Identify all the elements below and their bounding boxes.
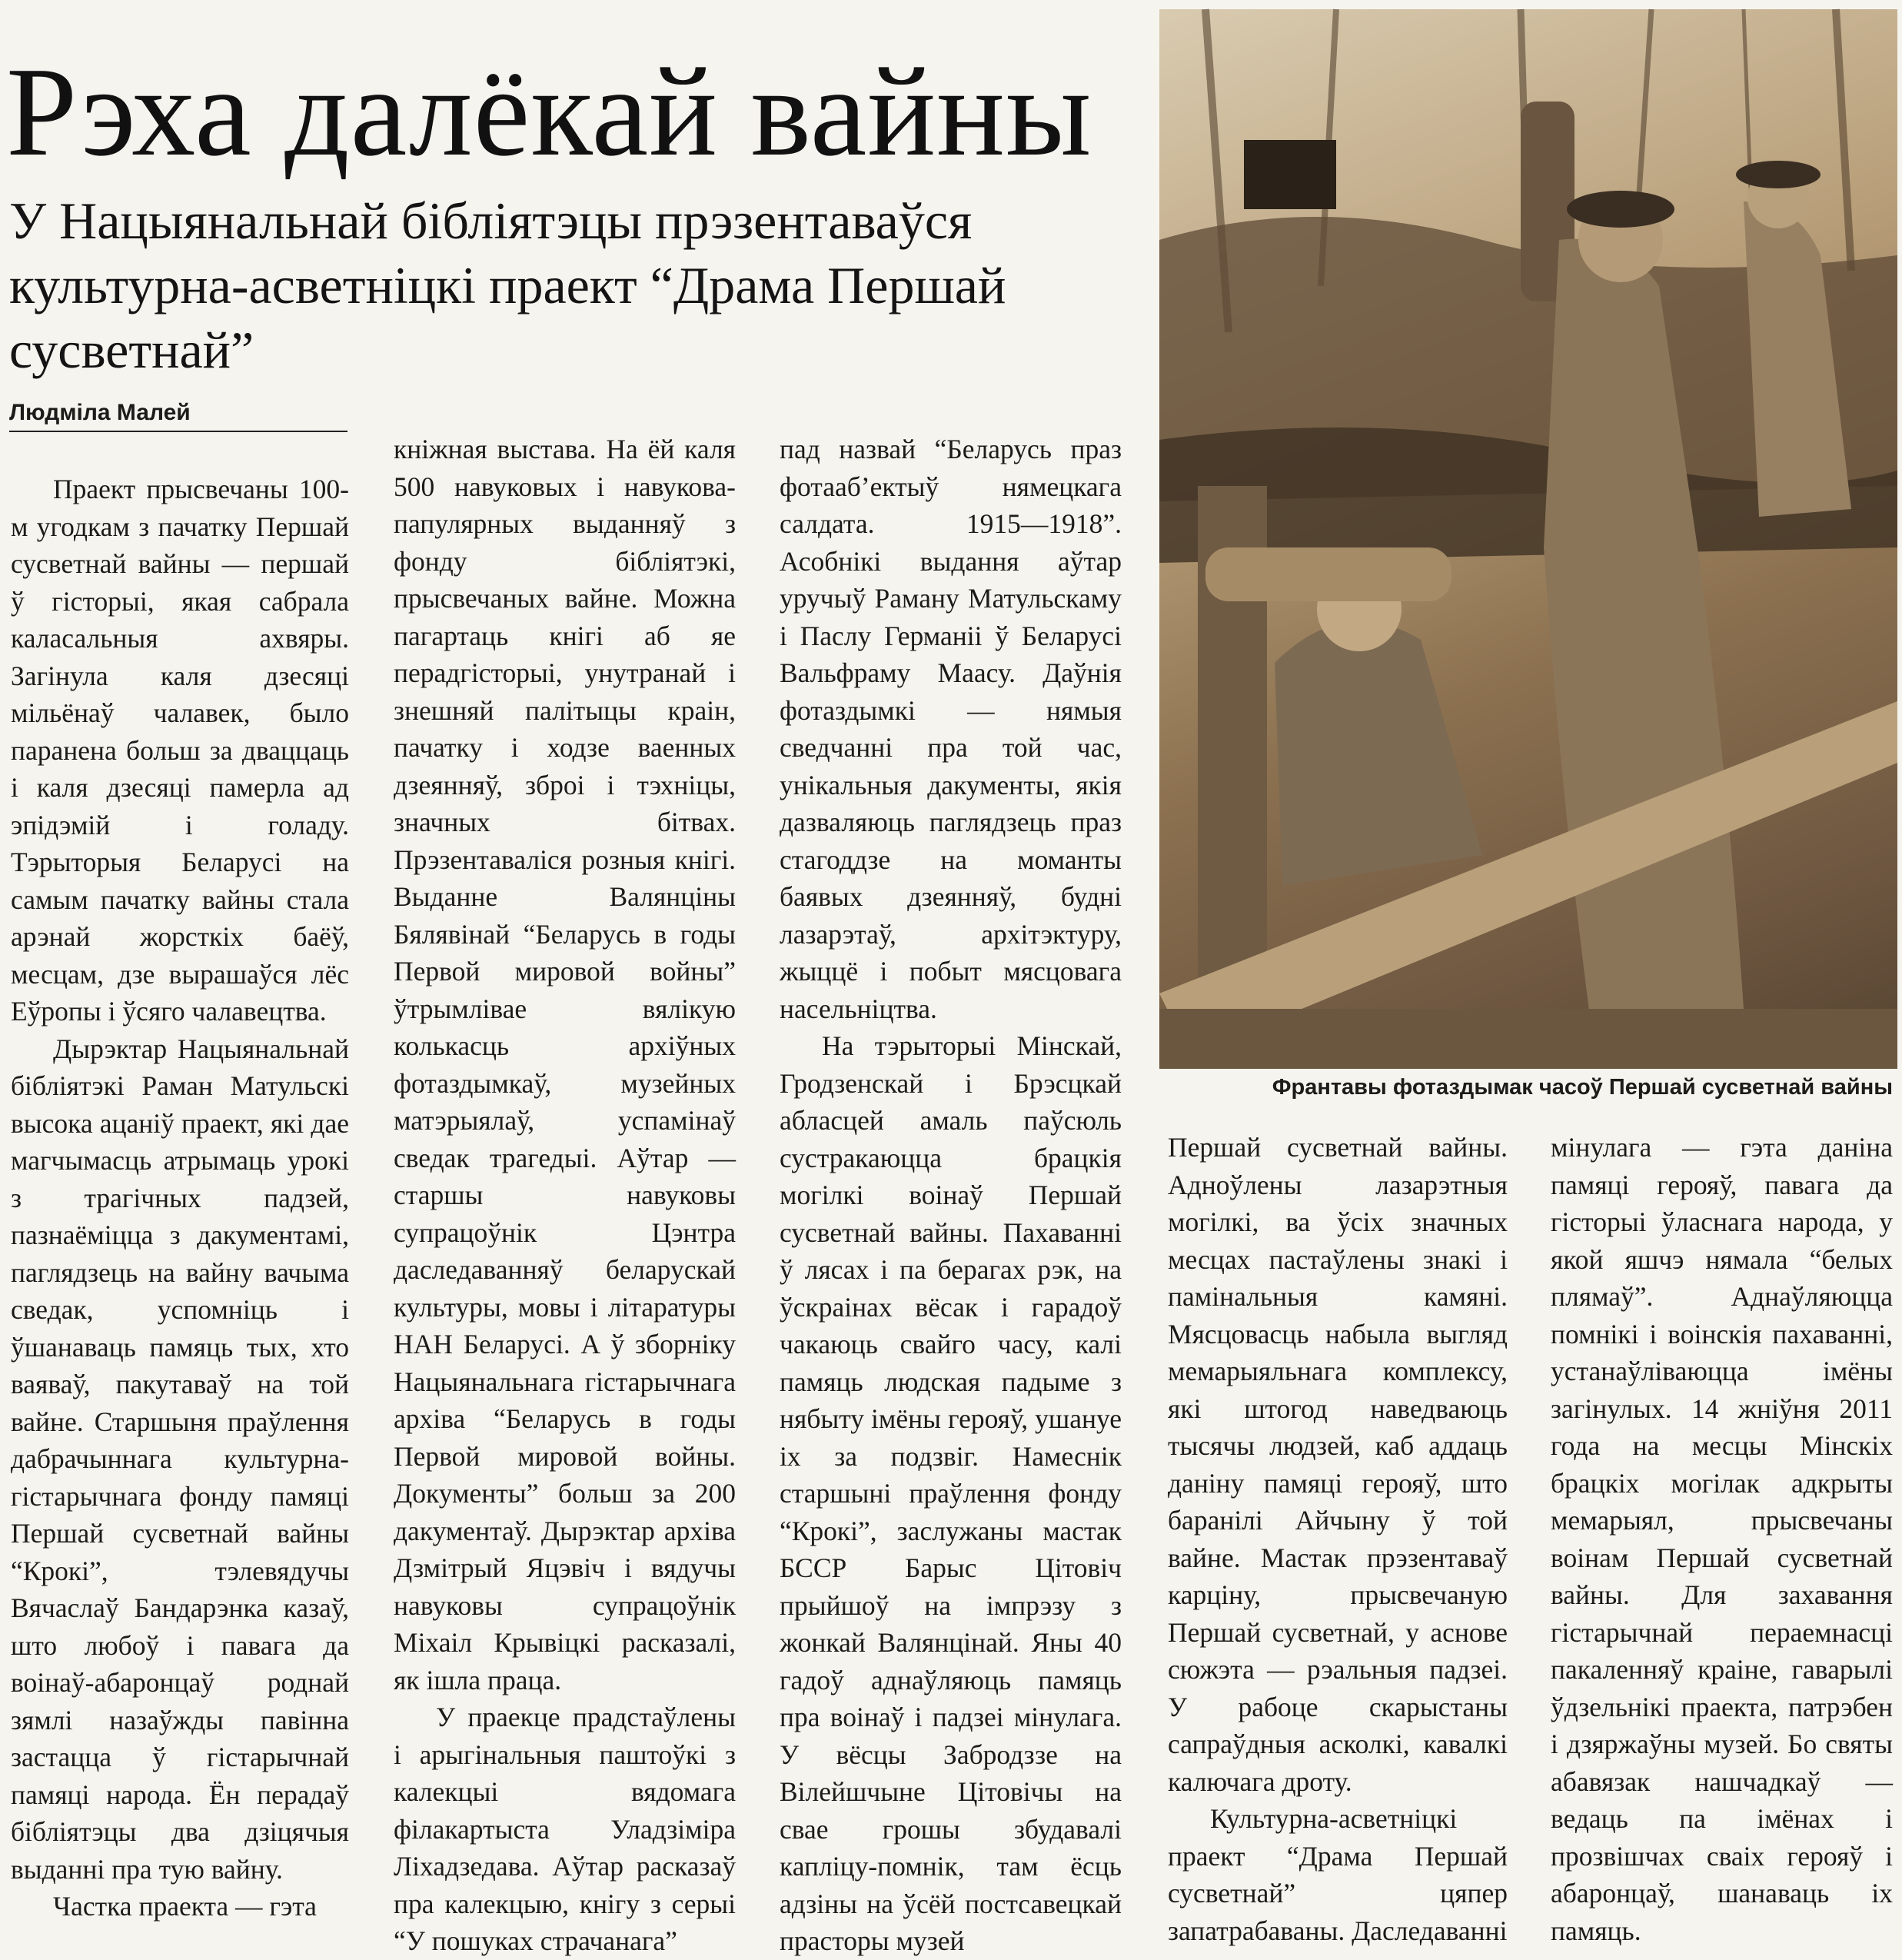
article-headline: Рэха далёкай вайны bbox=[6, 41, 1092, 182]
paragraph: Частка праекта — гэта bbox=[53, 1891, 317, 1922]
paragraph: У праекце прадстаўлены і арыгінальныя паштоўкі з калекцыі вядомага філакартыста Уладзіміра Ліхадзедава. Аўтар расказаў пра калекцыю, кнігу з серыі “У пошуках страчанага” bbox=[394, 1702, 736, 1956]
text-column-1 bbox=[11, 471, 349, 1940]
paragraph: мінулага — гэта даніна памяці герояў, павага да гісторыі ўласнага народа, у якой яшчэ нямала “белых плямаў”. Аднаўляюцца помнікі і воінскія пахаванні, устанаўліваюцца імёны загінулых. 14 жніўня 2011 года на месцы Мінскіх брацкіх могілак адкрыты мемарыял, прысвечаны воінам Першай сусветнай вайны. Для захавання гістарычнай пераемнасці пакаленняў краіне, гаварылі ўдзельнікі праекта, патрэбен і дзяржаўны музей. Бо святы абавязак нашчадкаў — ведаць па імёнах і прозвішчах сваіх герояў і абаронцаў, шанаваць іх памяць. bbox=[1551, 1132, 1893, 1946]
paragraph: кніжная выстава. На ёй каля 500 навуковых і навукова-папулярных выданняў з фонду бібліятэкі, прысвечаных вайне. Можна пагартаць кнігі аб яе перадгісторыі, унутранай і знешняй палітыцы краін, пачатку і ходзе ваенных дзеянняў, зброі і тэхніцы, значных бітвах. Прэзентаваліся розныя кнігі. Выданне Валянціны Бялявінай “Беларусь в годы Первой мировой войны” ўтрымлівае вялікую колькасць архіўных фотаздымкаў, музейных матэрыялаў, успамінаў сведак трагедыі. Аўтар — старшы навуковы супрацоўнік Цэнтра даследаванняў беларускай культуры, мовы і літаратуры НАН Беларусі. А ў зборніку Нацыянальнага гістарычнага архіва “Беларусь в годы Первой мировой войны. Документы” больш за 200 дакументаў. Дырэктар архіва Дзмітрый Яцэвіч і вядучы навуковы супрацоўнік Міхаіл Крывіцкі расказалі, як ішла праца. bbox=[394, 434, 736, 1695]
text-column-4 bbox=[1168, 1129, 1508, 1946]
paragraph: пад назвай “Беларусь праз фотааб’ектыў нямецкага салдата. 1915—1918”. Асобнікі выдання аўтар уручыў Раману Матульскаму і Паслу Германіі ў Беларусі Вальфраму Маасу. Даўнія фотаздымкі — нямыя сведчанні пра той час, унікальныя дакументы, якія дазваляюць паглядзець праз стагоддзе на моманты баявых дзеянняў, будні лазарэтаў, архітэктуру, жыццё і побыт мясцовага насельніцтва. bbox=[780, 434, 1122, 1024]
war-photo bbox=[1159, 9, 1897, 1069]
text-column-2 bbox=[394, 431, 736, 1956]
photo-caption: Франтавы фотаздымак часоў Першай сусветнай вайны bbox=[1272, 1075, 1893, 1100]
paragraph: Дырэктар Нацыянальнай бібліятэкі Раман Матульскі высока ацаніў праект, які дае магчымасць атрымаць урокі з трагічных падзей, пазнаёміцца з дакументамі, паглядзець на вайну вачыма сведак, успомніць і ўшанаваць памяць тых, хто ваяваў, пакутаваў на той вайне. Старшыня праўлення дабрачыннага культурна-гістарычнага фонду памяці Першай сусветнай вайны “Крокі”, тэлевядучы Вячаслаў Бандарэнка казаў, што любоў і павага да воінаў-абаронцаў роднай зямлі назаўжды павінна застацца ў гістарычнай памяці народа. Ён перадаў бібліятэцы два дзіцячыя выданні пра тую вайну. bbox=[11, 1033, 349, 1885]
text-column-3 bbox=[780, 431, 1122, 1956]
paragraph: На тэрыторыі Мінскай, Гродзенскай і Брэсцкай абласцей амаль паўсюль сустракаюцца брацкія могілкі воінаў Першай сусветнай вайны. Пахаванні ў лясах і па берагах рэк, на ўскраінах вёсак і гарадоў чакаюць свайго часу, калі памяць людская падыме з нябыту імёны герояў, ушануе іх за подзвіг. Намеснік старшыні праўлення фонду “Крокі”, заслужаны мастак БССР Барыс Цітовіч прыйшоў на імпрэзу з жонкай Валянцінай. Яны 40 гадоў аднаўляюць памяць пра воінаў і падзеі мінулага. У вёсцы Забродззе на Вілейшчыне Цітовічы на свае грошы збудавалі капліцу-помнік, там ёсць адзіны на ўсёй постсавецкай прасторы музей bbox=[780, 1030, 1122, 1956]
paragraph: Культурна-асветніцкі праект “Драма Першай сусветнай” цяпер запатрабаваны. Даследаванні bbox=[1168, 1803, 1508, 1946]
text-column-5 bbox=[1551, 1129, 1893, 1946]
article-subheadline: У Нацыянальнай бібліятэцы прэзентаваўся культурна-асветніцкі праект “Драма Першай сусветнай” bbox=[9, 191, 1006, 379]
paragraph: Праект прысвечаны 100-м угодкам з пачатку Першай сусветнай вайны — першай ў гісторыі, якая сабрала каласальныя ахвяры. Загінула каля дзесяці мільёнаў чалавек, было паранена больш за дваццаць і каля дзесяці памерла ад эпідэмій і голаду. Тэрыторыя Беларусі на самым пачатку вайны стала арэнай жорсткіх баёў, месцам, дзе вырашаўся лёс Еўропы і ўсяго чалавецтва. bbox=[11, 474, 349, 1027]
paragraph: Першай сусветнай вайны. Адноўлены лазарэтныя могілкі, ва ўсіх значных месцах пастаўлены знакі і памінальныя камяні. Мясцовасць набыла выгляд мемарыяльнага комплексу, які штогод наведваюць тысячы людзей, каб аддаць даніну памяці герояў, што баранілі Айчыну ў той вайне. Мастак прэзентаваў карціну, прысвечаную Першай сусветнай, у аснове сюжэта — рэальныя падзеі. У рабоце скарыстаны сапраўдныя асколкі, кавалкі калючага дроту. bbox=[1168, 1132, 1508, 1797]
byline: Людміла Малей bbox=[9, 400, 347, 432]
